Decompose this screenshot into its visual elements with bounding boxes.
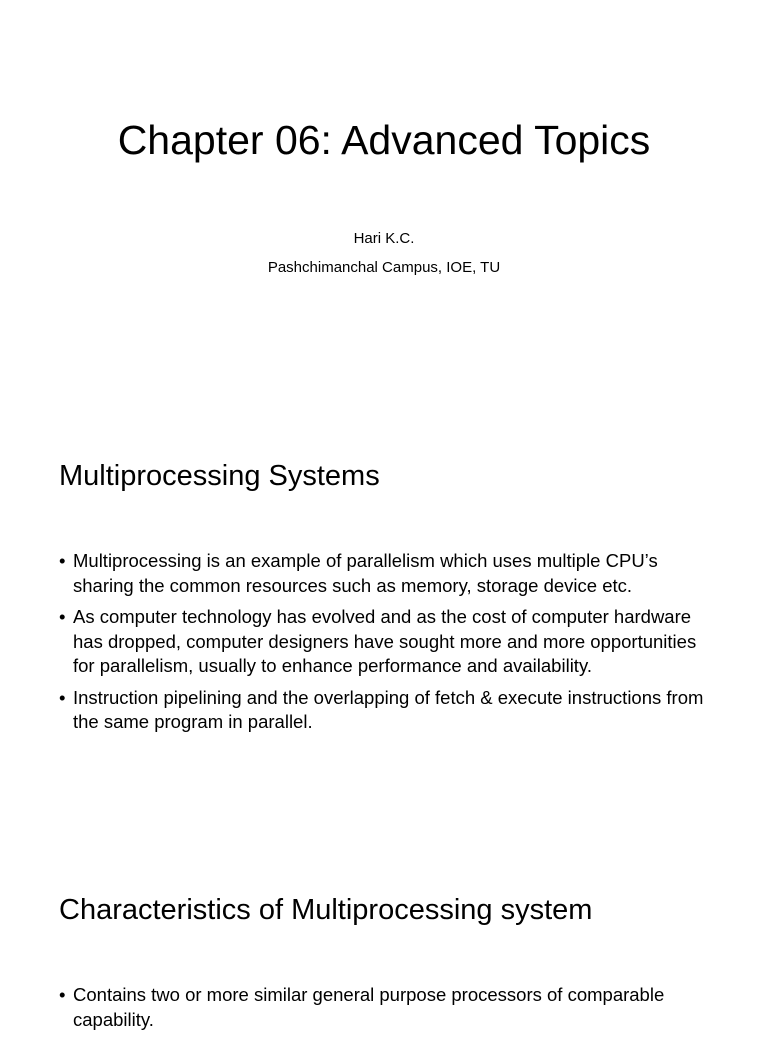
bullet-item: [59, 686, 719, 735]
slide-heading: Characteristics of Multiprocessing system: [59, 894, 593, 926]
bullet-dot-icon: •: [59, 550, 66, 571]
bullet-dot-icon: •: [59, 606, 66, 627]
title-slide: [0, 0, 768, 432]
author-affiliation: Pashchimanchal Campus, IOE, TU: [267, 259, 501, 276]
bullet-dot-icon: •: [59, 686, 66, 708]
bullet-text: Instruction pipelining and the overlapping of fetch & execute instructions from the same program in parallel.: [73, 686, 704, 732]
bullet-item: [59, 983, 719, 1032]
multiprocessing-systems-slide: [0, 432, 768, 864]
bullet-text: Multiprocessing is an example of parallelism which uses multiple CPU’s sharing the common resources such as memory, storage device etc.: [73, 550, 658, 596]
chapter-title: Chapter 06: Advanced Topics: [117, 117, 651, 163]
bullet-text: As computer technology has evolved and as the cost of computer hardware has dropped, computer designers have sought more and more opportunities for parallelism, usually to enhance performance and availability.: [73, 606, 697, 676]
bullet-list: [59, 983, 719, 1039]
slide-heading: Multiprocessing Systems: [59, 460, 380, 492]
bullet-text: Contains two or more similar general purpose processors of comparable capability.: [73, 984, 665, 1030]
bullet-item: [59, 605, 719, 679]
bullet-item: [59, 549, 719, 598]
author-name: Hari K.C.: [353, 230, 415, 247]
bullet-dot-icon: •: [59, 984, 66, 1005]
bullet-list: [59, 549, 719, 742]
characteristics-slide: [0, 864, 768, 1030]
